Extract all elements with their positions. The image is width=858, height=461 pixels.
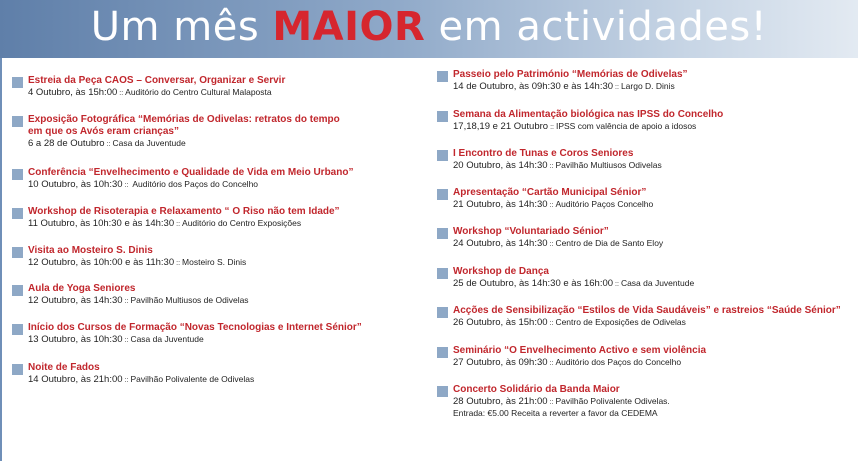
bullet-square-icon [437, 307, 448, 318]
bullet-square-icon [12, 324, 23, 335]
separator: :: [124, 182, 129, 189]
bullet-square-icon [437, 347, 448, 358]
separator: :: [549, 360, 554, 367]
separator: :: [176, 221, 181, 228]
event-item [437, 187, 653, 211]
event-detail [453, 160, 662, 172]
separator: :: [550, 124, 554, 131]
event-venue: Auditório dos Paços do Concelho [555, 357, 682, 367]
event-title: Workshop de Dança [453, 266, 549, 277]
event-detail [28, 295, 249, 307]
event-detail [453, 81, 688, 93]
event-item [437, 148, 662, 172]
event-date: 27 Outubro, às 09h:30 [453, 357, 548, 368]
bullet-square-icon [12, 364, 23, 375]
event-venue: Pavilhão Polivalente Odivelas. [555, 396, 670, 406]
event-venue: Auditório do Centro Exposições [182, 218, 302, 228]
event-venue: Casa da Juventude [620, 278, 695, 288]
event-date: 25 de Outubro, às 14h:30 e às 16h:00 [453, 278, 614, 289]
bullet-square-icon [12, 116, 23, 127]
event-venue: Auditório do Centro Cultural Malaposta [125, 87, 272, 97]
event-venue: Largo D. Dinis [620, 81, 675, 91]
event-detail [28, 87, 285, 99]
event-date: 6 a 28 de Outubro [28, 138, 105, 149]
event-date: 10 Outubro, às 10h:30 [28, 179, 123, 190]
event-date: 24 Outubro, às 14h:30 [453, 238, 548, 249]
event-venue: Casa da Juventude [130, 334, 204, 344]
event-detail [28, 179, 353, 191]
event-item [12, 206, 340, 230]
event-title: Workshop “Voluntariado Sénior” [453, 226, 609, 237]
event-item [12, 362, 254, 386]
event-title: Concerto Solidário da Banda Maior [453, 384, 620, 395]
page-title [0, 2, 858, 52]
event-date: 26 Outubro, às 15h:00 [453, 317, 548, 328]
separator: :: [549, 202, 554, 209]
left-border [0, 58, 2, 461]
separator: :: [176, 260, 181, 267]
event-item [12, 75, 285, 99]
event-title: Semana da Alimentação biológica nas IPSS do Concelho [453, 109, 724, 120]
separator: :: [119, 90, 124, 97]
event-title: Conferência “Envelhecimento e Qualidade de Vida em Meio Urbano” [28, 167, 354, 178]
event-detail [453, 199, 653, 211]
event-detail [28, 218, 340, 230]
event-venue: Pavilhão Multiusos Odivelas [555, 160, 662, 170]
event-item [437, 345, 706, 369]
event-item [437, 69, 688, 93]
event-date: 28 Outubro, às 21h:00 [453, 396, 548, 407]
separator: :: [615, 281, 619, 288]
event-item [437, 384, 670, 419]
event-date: 4 Outubro, às 15h:00 [28, 87, 118, 98]
event-detail [28, 138, 340, 150]
event-date: 12 Outubro, às 10h:00 e às 11h:30 [28, 257, 175, 268]
event-title: Noite de Fados [28, 362, 100, 373]
event-title: Aula de Yoga Seniores [28, 283, 136, 294]
event-venue: Auditório Paços Concelho [555, 199, 654, 209]
separator: :: [124, 298, 129, 305]
bullet-square-icon [437, 386, 448, 397]
title-suffix: em actividades! [438, 4, 768, 50]
event-venue: Centro de Dia de Santo Eloy [555, 238, 664, 248]
event-item [437, 266, 694, 290]
bullet-square-icon [437, 189, 448, 200]
event-date: 20 Outubro, às 14h:30 [453, 160, 548, 171]
event-title: I Encontro de Tunas e Coros Seniores [453, 148, 634, 159]
header-banner [0, 0, 858, 58]
event-title: Acções de Sensibilização “Estilos de Vida Saudáveis” e rastreios “Saúde Sénior” [453, 305, 841, 316]
event-detail [453, 121, 723, 133]
separator: :: [106, 141, 111, 148]
event-title: Passeio pelo Património “Memórias de Odivelas” [453, 69, 688, 80]
event-item [12, 283, 249, 307]
event-venue: Pavilhão Polivalente de Odivelas [130, 374, 255, 384]
event-date: 21 Outubro, às 14h:30 [453, 199, 548, 210]
event-venue: Auditório dos Paços do Concelho [130, 179, 259, 189]
bullet-square-icon [437, 111, 448, 122]
event-title: Seminário “O Envelhecimento Activo e sem violência [453, 345, 707, 356]
bullet-square-icon [12, 77, 23, 88]
event-title: Workshop de Risoterapia e Relaxamento “ O Riso não tem Idade” [28, 206, 340, 217]
separator: :: [615, 84, 619, 91]
event-date: 13 Outubro, às 10h:30 [28, 334, 123, 345]
event-detail [453, 357, 706, 369]
event-date: 14 de Outubro, às 09h:30 e às 14h:30 [453, 81, 614, 92]
bullet-square-icon [12, 208, 23, 219]
event-venue: Centro de Exposições de Odivelas [555, 317, 686, 327]
event-date: 11 Outubro, às 10h:30 e às 14h:30 [28, 218, 175, 229]
separator: :: [549, 163, 554, 170]
bullet-square-icon [437, 71, 448, 82]
title-accent: MAIOR [272, 4, 426, 50]
event-title: Estreia da Peça CAOS – Conversar, Organizar e Servir [28, 75, 286, 86]
event-detail [453, 396, 670, 408]
event-detail [453, 317, 841, 329]
event-item [12, 245, 246, 269]
bullet-square-icon [12, 247, 23, 258]
event-item [12, 167, 353, 191]
event-title: Visita ao Mosteiro S. Dinis [28, 245, 153, 256]
event-title: Início dos Cursos de Formação “Novas Tecnologias e Internet Sénior” [28, 322, 362, 333]
event-item [12, 114, 340, 150]
event-detail [28, 334, 362, 346]
event-venue: Casa da Juventude [112, 138, 186, 148]
event-item [437, 226, 663, 250]
separator: :: [124, 377, 129, 384]
event-date: 14 Outubro, às 21h:00 [28, 374, 123, 385]
bullet-square-icon [437, 268, 448, 279]
separator: :: [549, 241, 554, 248]
event-detail [28, 257, 246, 269]
event-venue: Pavilhão Multiusos de Odivelas [130, 295, 249, 305]
bullet-square-icon [437, 150, 448, 161]
event-venue: IPSS com valência de apoio a idosos [555, 121, 697, 131]
event-detail [453, 238, 663, 250]
event-date: 17,18,19 e 21 Outubro [453, 121, 549, 132]
event-title-line2: em que os Avós eram crianças” [28, 126, 179, 137]
separator: :: [549, 399, 554, 406]
bullet-square-icon [12, 169, 23, 180]
bullet-square-icon [12, 285, 23, 296]
event-venue: Mosteiro S. Dinis [182, 257, 247, 267]
bullet-square-icon [437, 228, 448, 239]
event-title: Exposição Fotográfica “Memórias de Odivelas: retratos do tempo [28, 114, 340, 125]
event-detail [453, 278, 694, 290]
event-item [12, 322, 362, 346]
event-detail [28, 374, 254, 386]
event-title: Apresentação “Cartão Municipal Sénior” [453, 187, 647, 198]
separator: :: [549, 320, 554, 327]
event-extra-info: Entrada: €5.00 Receita a reverter a favor da CEDEMA [453, 408, 658, 418]
event-item [437, 305, 841, 329]
event-item [437, 109, 723, 133]
separator: :: [124, 337, 129, 344]
title-prefix: Um mês [90, 4, 260, 50]
event-date: 12 Outubro, às 14h:30 [28, 295, 123, 306]
